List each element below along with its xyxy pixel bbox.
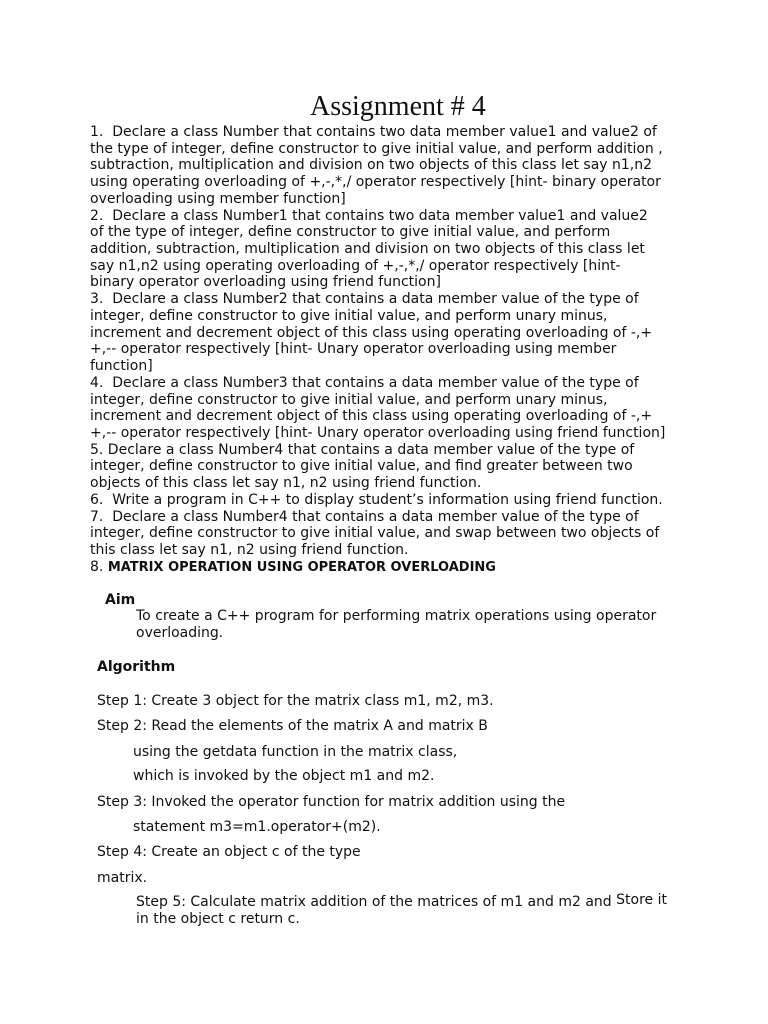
question-line: overloading using member function] [90,190,346,207]
question-line: of the type of integer, define constructor to give initial value, and perform [90,224,611,241]
aim-line: To create a C++ program for performing matrix operations using operator [136,608,657,624]
question-line: +,-- operator respectively [hint- Unary operator overloading using friend function] [90,424,666,441]
question-line: 1. Declare a class Number that contains two data member value1 and value2 of [90,124,657,140]
question-line: subtraction, multiplication and division on two objects of this class let say n1,n2 [90,157,653,174]
question-line: 2. Declare a class Number1 that contains two data member value1 and value2 [90,207,648,224]
question-line: using operating overloading of +,-,*,/ operator respectively [hint- binary operator [90,174,661,191]
question-line: 6. Write a program in C++ to display student’s information using friend function. [90,491,663,508]
item-8-number: 8. [90,558,108,575]
question-line: increment and decrement object of this class using operating overloading of -,+ [90,408,653,425]
question-line: 3. Declare a class Number2 that contains a data member value of the type of [90,291,639,308]
question-line: addition, subtraction, multiplication and division on two objects of this class let [90,241,645,258]
question-line: say n1,n2 using operating overloading of +,-,*,/ operator respectively [hint- [90,257,621,274]
algorithm-step-line: in the object c return c. [136,911,300,927]
aim-line: overloading. [136,625,224,641]
question-line: 5. Declare a class Number4 that contains a data member value of the type of [90,441,635,458]
algorithm-step-5-line [136,894,667,911]
question-line: integer, define constructor to give initial value, and swap between two objects of [90,525,660,542]
algorithm-step-line: using the getdata function in the matrix class, [133,744,458,760]
question-line: the type of integer, define constructor to give initial value, and perform addition , [90,140,663,157]
question-line: integer, define constructor to give initial value, and perform unary minus, [90,307,608,324]
question-line: +,-- operator respectively [hint- Unary operator overloading using member [90,341,617,358]
question-line: increment and decrement object of this class using operating overloading of -,+ [90,324,653,341]
algorithm-step-5-text: Step 5: Calculate matrix addition of the matrices of m1 and m2 and [136,894,617,910]
item-8-line [90,559,665,576]
question-list [90,124,665,575]
question-line: function] [90,358,153,375]
page-title: Assignment # 4 [310,91,486,122]
algorithm-step-line: Step 2: Read the elements of the matrix A and matrix B [97,718,488,734]
algorithm-step-line: matrix. [97,870,148,886]
algorithm-step-line: which is invoked by the object m1 and m2. [133,768,435,784]
algorithm-step-line: Step 3: Invoked the operator function for matrix addition using the [97,794,566,810]
question-line: 7. Declare a class Number4 that contains a data member value of the type of [90,508,639,525]
algorithm-step-5-tail: Store it [616,892,667,908]
item-8-heading: MATRIX OPERATION USING OPERATOR OVERLOADING [107,559,496,575]
question-line: integer, define constructor to give initial value, and perform unary minus, [90,391,608,408]
question-line: binary operator overloading using friend function] [90,274,441,291]
aim-heading: Aim [105,592,136,608]
question-line: integer, define constructor to give initial value, and find greater between two [90,458,633,475]
algorithm-step-line: Step 1: Create 3 object for the matrix class m1, m2, m3. [97,693,494,709]
question-line: 4. Declare a class Number3 that contains a data member value of the type of [90,374,639,391]
question-line: this class let say n1, n2 using friend function. [90,541,409,558]
algorithm-step-line: Step 4: Create an object c of the type [97,844,361,860]
algorithm-heading: Algorithm [97,659,176,675]
algorithm-step-line: statement m3=m1.operator+(m2). [133,819,381,835]
question-line: objects of this class let say n1, n2 using friend function. [90,475,482,492]
